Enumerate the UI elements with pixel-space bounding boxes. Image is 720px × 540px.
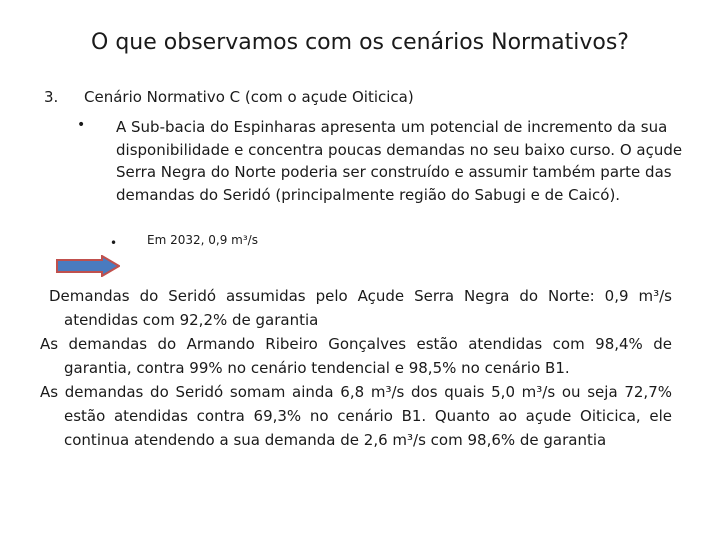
- section-number: 3.: [44, 88, 59, 106]
- paragraph-demandas-serido: Demandas do Seridó assumidas pelo Açude Serra Negra do Norte: 0,9 m³/s atendidas com 92,2% de garantia: [49, 287, 672, 329]
- results-text: [40, 284, 672, 452]
- right-arrow-icon: [56, 255, 120, 281]
- slide-title: O que observamos com os cenários Normativos?: [91, 30, 629, 55]
- sub-bullet-icon: •: [110, 236, 118, 250]
- section-heading: Cenário Normativo C (com o açude Oiticica): [84, 88, 414, 106]
- paragraph-armando-ribeiro: As demandas do Armando Ribeiro Gonçalves estão atendidas com 98,4% de garantia, contra 99% no cenário tendencial e 98,5% no cenário B1.: [40, 335, 672, 377]
- sub-bullet-text: Em 2032, 0,9 m³/s: [147, 233, 258, 247]
- paragraph-serido-oiticica: As demandas do Seridó somam ainda 6,8 m³/s dos quais 5,0 m³/s ou seja 72,7% estão atendidas contra 69,3% no cenário B1. Quanto ao açude Oiticica, ele continua atendendo a sua demanda de 2,6 m³/s com 98,6% de garantia: [40, 383, 672, 449]
- bullet-icon: •: [77, 117, 86, 133]
- bullet-paragraph: A Sub-bacia do Espinharas apresenta um potencial de incremento da sua disponibilidade e concentra poucas demandas no seu baixo curso. O açude Serra Negra do Norte poderia ser construído e assumir também parte das demandas do Seridó (principalmente região do Sabugi e de Caicó).: [116, 118, 683, 204]
